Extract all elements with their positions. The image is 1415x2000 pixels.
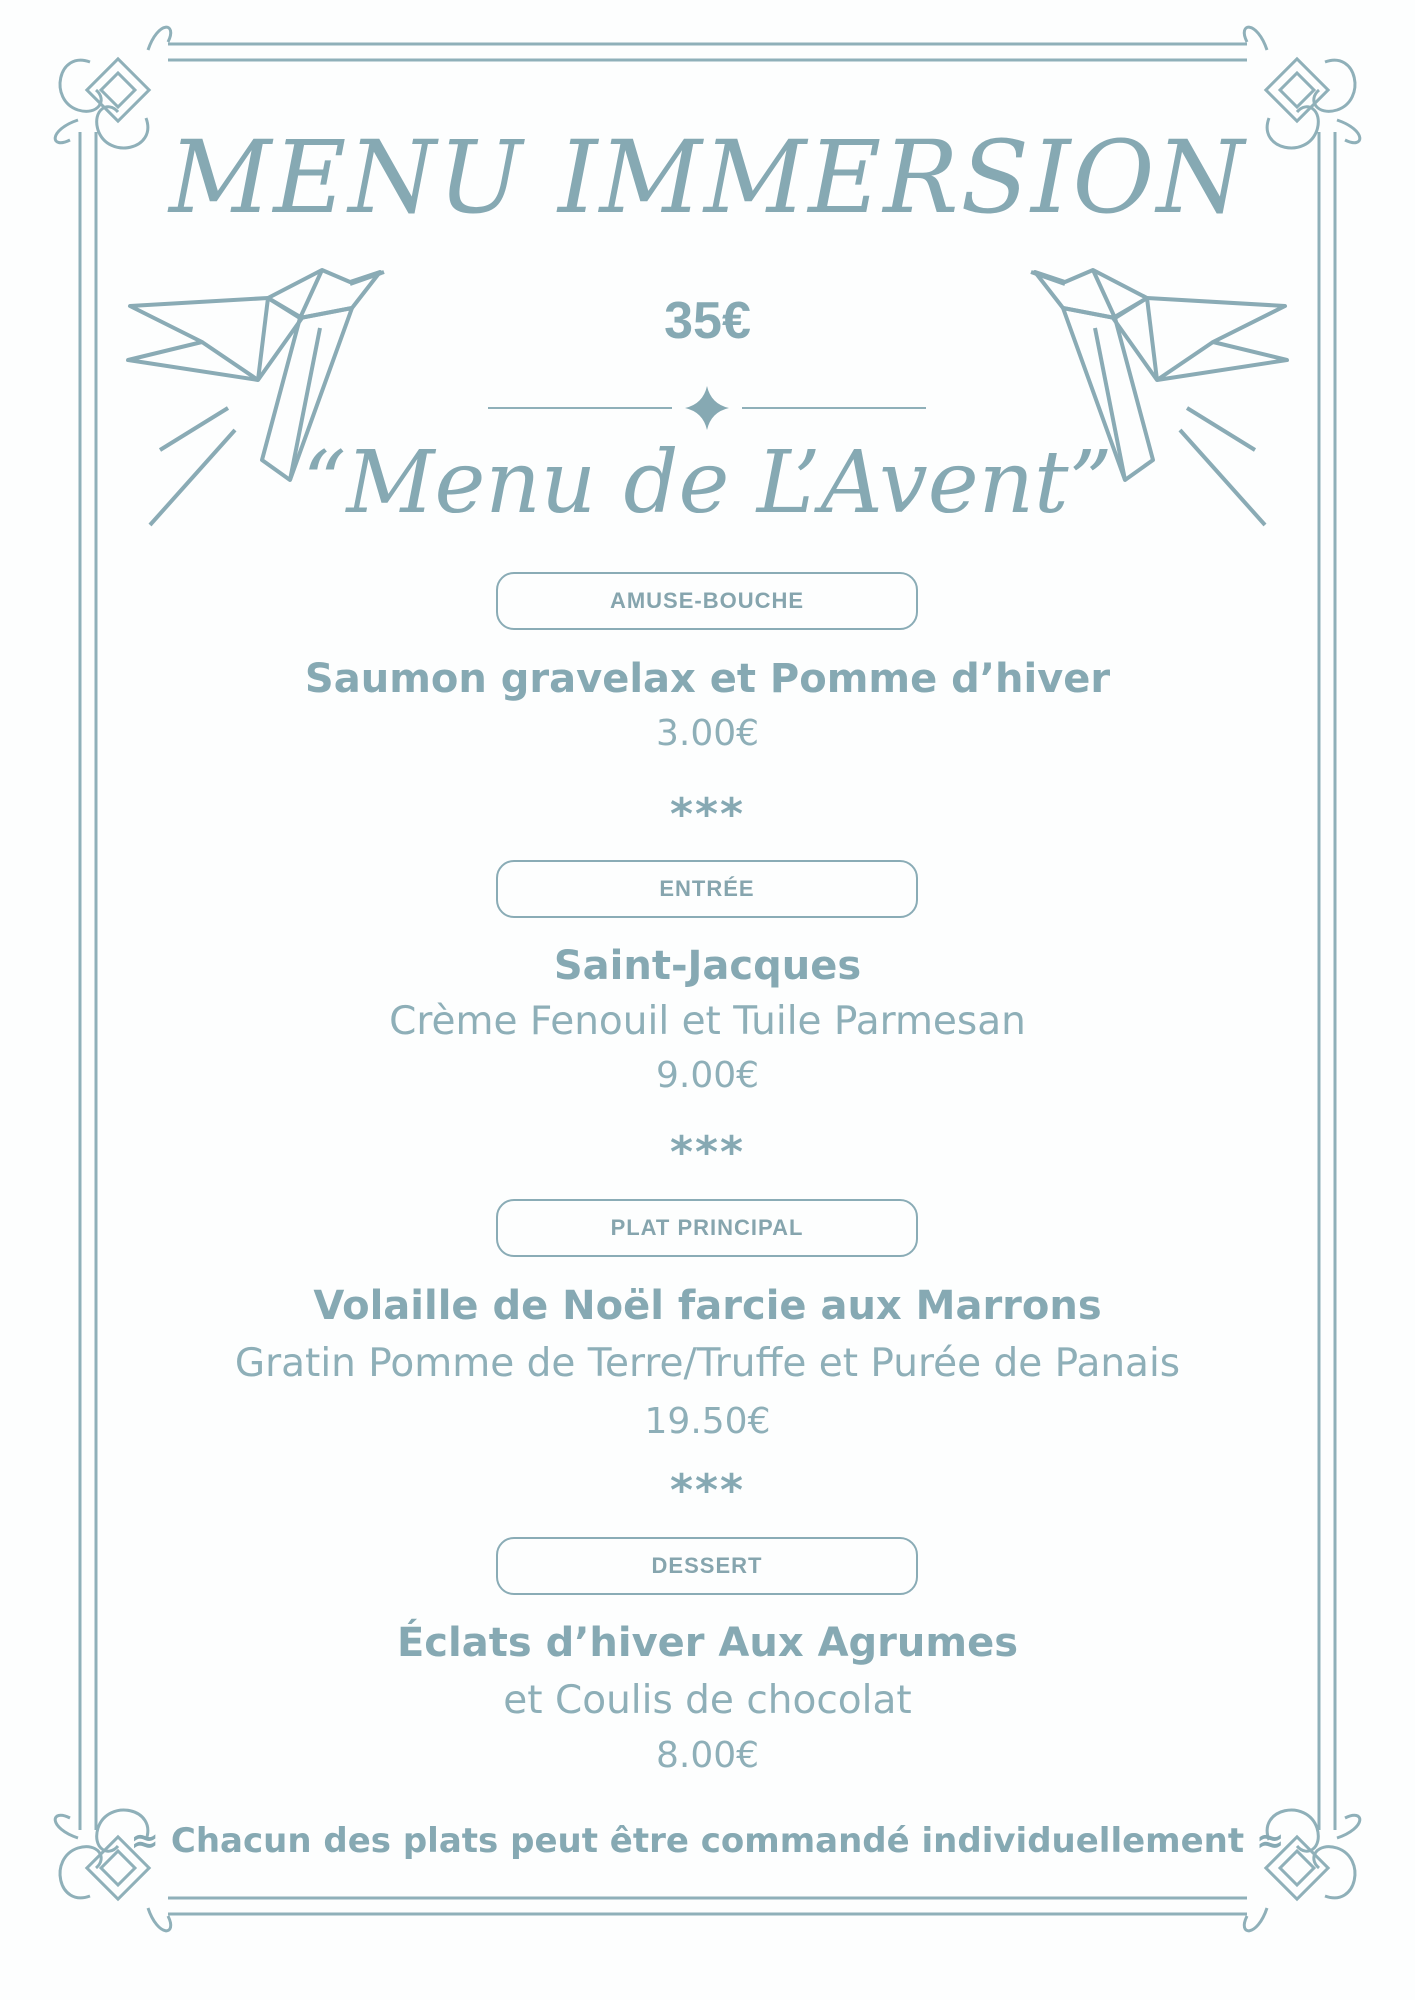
menu-subtitle: “Menu de L’Avent” — [302, 433, 1113, 533]
dish-price: 19.50€ — [644, 1401, 771, 1442]
menu-title: MENU IMMERSION — [168, 119, 1247, 236]
dish-name: Éclats d’hiver Aux Agrumes — [396, 1620, 1019, 1666]
dish-description: et Coulis de chocolat — [503, 1678, 912, 1723]
section-label-dessert: DESSERT — [496, 1537, 918, 1595]
dish-name: Saumon gravelax et Pomme d’hiver — [304, 656, 1111, 702]
sparkle-icon — [685, 386, 729, 430]
menu-price: 35€ — [664, 292, 751, 350]
dish-name: Volaille de Noël farcie aux Marrons — [313, 1283, 1102, 1329]
section-label-entree: ENTRÉE — [496, 860, 918, 918]
section-label-plat-principal: PLAT PRINCIPAL — [496, 1199, 918, 1257]
footer-note: ≈ Chacun des plats peut être commandé individuellement ≈ — [130, 1821, 1285, 1861]
section-label-amuse-bouche: AMUSE-BOUCHE — [496, 572, 918, 630]
dish-name: Saint-Jacques — [553, 943, 862, 989]
dish-description: Gratin Pomme de Terre/Truffe et Purée de Panais — [234, 1341, 1181, 1386]
separator: *** — [669, 1127, 746, 1178]
title-divider — [488, 386, 926, 430]
dish-price: 3.00€ — [655, 713, 760, 754]
dish-description: Crème Fenouil et Tuile Parmesan — [389, 999, 1026, 1044]
separator: *** — [669, 1465, 746, 1516]
dish-price: 8.00€ — [655, 1735, 760, 1776]
separator: *** — [669, 789, 746, 840]
dish-price: 9.00€ — [655, 1055, 760, 1096]
